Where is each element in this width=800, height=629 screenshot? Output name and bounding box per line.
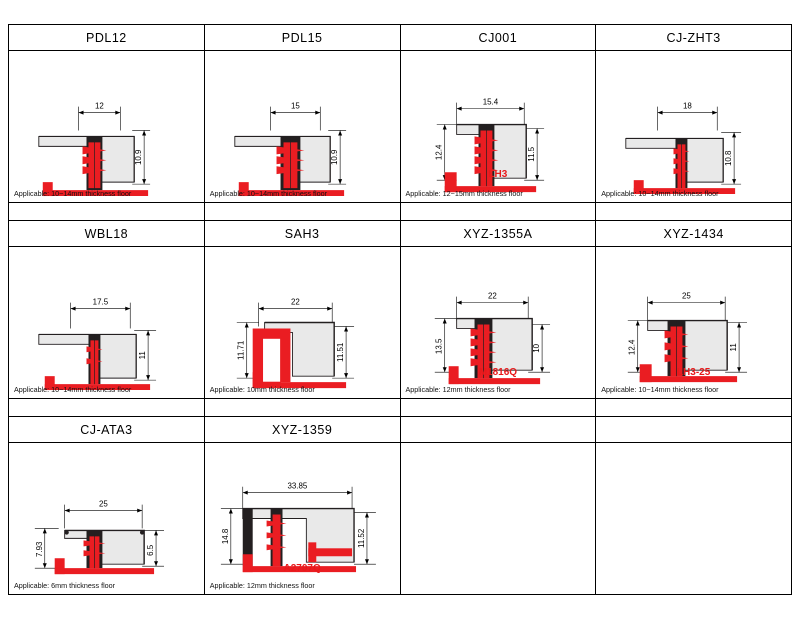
profile-title-cell <box>596 25 792 51</box>
profile-title-cell <box>205 25 401 51</box>
profile-cell-sah3 <box>205 247 401 399</box>
applicable-note: Applicable: 10mm thickness floor <box>209 385 315 394</box>
profile-title: XYZ-1359 <box>271 422 333 437</box>
profile-title-cell <box>205 417 401 443</box>
dim-right-text: 11 <box>138 351 148 360</box>
applicable-note: Applicable: 10~14mm thickness floor <box>601 385 719 394</box>
dim-right-text: 6.5 <box>146 544 156 556</box>
dim-right-text: 10.8 <box>724 150 734 167</box>
row-separator <box>9 203 792 221</box>
separator-cell <box>205 399 401 417</box>
empty-figure-cell <box>596 443 792 595</box>
dim-left-text: 13.5 <box>434 338 444 355</box>
profile-title-cell <box>9 25 205 51</box>
profile-sublabel: M1816Q <box>478 367 518 378</box>
figure-row-3 <box>9 443 792 595</box>
dim-top-text: 22 <box>290 297 300 307</box>
figure-row-1 <box>9 51 792 203</box>
profile-drawing-cj-zht3 <box>596 51 791 202</box>
separator-cell <box>9 203 205 221</box>
applicable-note: Applicable: 12mm thickness floor <box>405 385 511 394</box>
dim-left-text: 12.4 <box>628 339 638 356</box>
dim-top-text: 15.4 <box>482 97 498 107</box>
profile-title-cell <box>401 221 597 247</box>
dim-top-text: 25 <box>98 499 108 509</box>
applicable-note: Applicable: 10~14mm thickness floor <box>601 189 719 198</box>
applicable-note: Applicable: 12mm thickness floor <box>209 581 315 590</box>
dim-right-text: 11.51 <box>335 342 345 362</box>
profile-title-cell <box>596 221 792 247</box>
profile-title: CJ001 <box>478 30 518 45</box>
profile-drawing-cj-ata3 <box>9 443 204 594</box>
dim-top-text: 33.85 <box>287 481 308 491</box>
empty-title-cell <box>401 417 597 443</box>
dim-top-text: 18 <box>683 101 693 111</box>
dim-right-text: 11.5 <box>526 146 536 162</box>
profile-drawing-wbl18 <box>9 247 204 398</box>
profile-sublabel: A2707Q <box>283 563 321 574</box>
separator-cell <box>401 399 597 417</box>
profile-cell-pdl15 <box>205 51 401 203</box>
dim-top-text: 12 <box>94 101 104 111</box>
profile-title-cell <box>9 417 205 443</box>
profile-cell-wbl18 <box>9 247 205 399</box>
separator-cell <box>596 399 792 417</box>
dim-left-text: 14.8 <box>220 528 230 545</box>
profile-cell-xyz-1359 <box>205 443 401 595</box>
profile-title: XYZ-1434 <box>663 226 724 241</box>
applicable-note: Applicable: 12~15mm thickness floor <box>405 189 523 198</box>
profile-title: PDL15 <box>281 30 323 45</box>
dim-top-text: 22 <box>487 291 497 301</box>
separator-cell <box>205 203 401 221</box>
dim-right-text: 10.9 <box>134 149 144 166</box>
profile-title-cell <box>401 25 597 51</box>
dim-right-text: 10 <box>531 343 541 353</box>
profile-cell-cj-zht3 <box>596 51 792 203</box>
profile-cell-xyz-1434 <box>596 247 792 399</box>
separator-cell <box>596 203 792 221</box>
profile-cell-xyz-1355a <box>401 247 597 399</box>
separator-cell <box>401 203 597 221</box>
profile-sublabel: LH3-25 <box>676 367 711 378</box>
figure-row-2 <box>9 247 792 399</box>
dim-right-text: 11 <box>729 343 739 352</box>
applicable-note: Applicable: 6mm thickness floor <box>14 581 116 590</box>
dim-right-text: 10.9 <box>329 149 339 166</box>
profile-sublabel: LH3 <box>488 169 508 180</box>
profile-drawing-sah3 <box>205 247 400 398</box>
dim-left-text: 7.93 <box>34 541 44 558</box>
profile-cell-cj-ata3 <box>9 443 205 595</box>
profile-drawing-pdl12 <box>9 51 204 202</box>
profile-title: PDL12 <box>86 30 127 45</box>
dim-top-text: 17.5 <box>92 297 109 307</box>
profile-title: CJ-ATA3 <box>80 422 133 437</box>
title-row-3 <box>9 417 792 443</box>
applicable-note: Applicable: 10~14mm thickness floor <box>14 385 132 394</box>
profile-title: XYZ-1355A <box>463 226 533 241</box>
empty-figure-cell <box>401 443 597 595</box>
applicable-note: Applicable: 10~14mm thickness floor <box>14 189 132 198</box>
dim-left-text: 11.71 <box>236 340 246 360</box>
dim-top-text: 15 <box>290 101 300 111</box>
title-row-2 <box>9 221 792 247</box>
profile-title-cell <box>205 221 401 247</box>
profile-title: WBL18 <box>84 226 129 241</box>
profile-title-cell <box>9 221 205 247</box>
profile-title: SAH3 <box>284 226 320 241</box>
profile-drawing-pdl15 <box>205 51 400 202</box>
profile-cell-cj001 <box>401 51 597 203</box>
dim-top-text: 25 <box>682 291 692 301</box>
profile-cell-pdl12 <box>9 51 205 203</box>
title-row-1 <box>9 25 792 51</box>
dim-left-text: 12.4 <box>434 144 444 161</box>
applicable-note: Applicable: 10~14mm thickness floor <box>209 189 328 198</box>
dim-right-text: 11.52 <box>356 528 366 549</box>
empty-title-cell <box>596 417 792 443</box>
profile-title: CJ-ZHT3 <box>666 30 721 45</box>
row-separator <box>9 399 792 417</box>
profile-grid <box>8 24 792 595</box>
separator-cell <box>9 399 205 417</box>
